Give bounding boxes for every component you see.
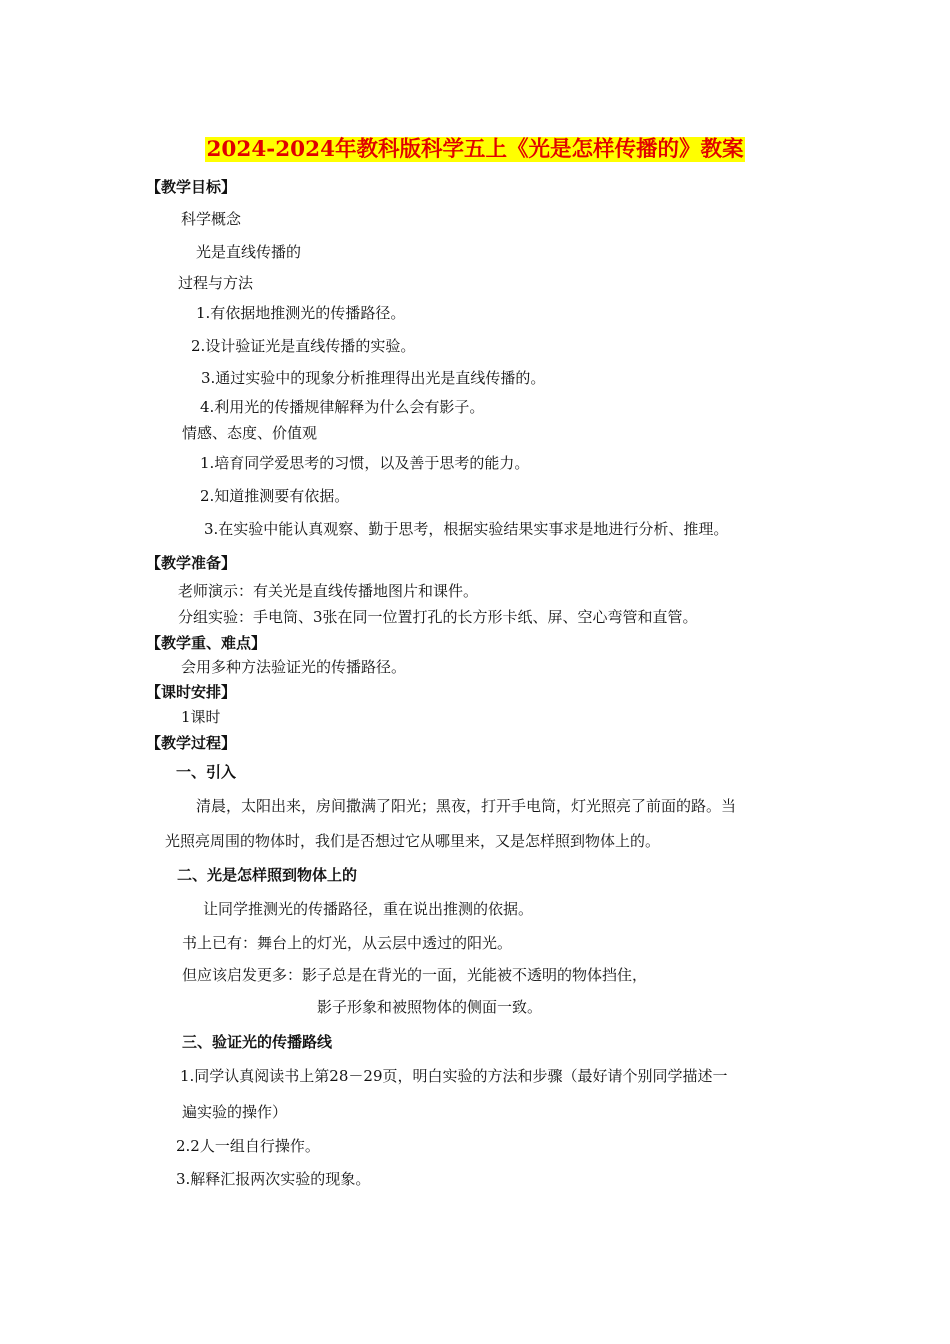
step3-line-1: 1.同学认真阅读书上第28－29页，明白实验的方法和步骤（最好请个别同学描述一 [180,1067,728,1085]
step2-line-4: 影子形象和被照物体的侧面一致。 [317,998,543,1016]
heading-class-time: 【课时安排】 [146,683,237,701]
heading-teaching-process: 【教学过程】 [146,734,237,752]
step3-line-4: 3.解释汇报两次实验的现象。 [176,1170,371,1188]
step3-line-3: 2.2人一组自行操作。 [176,1137,320,1155]
concept-text: 光是直线传播的 [196,243,302,261]
process-item-3: 3.通过实验中的现象分析推理得出光是直线传播的。 [201,369,546,387]
heading-teaching-goals: 【教学目标】 [146,178,237,196]
step2-line-3: 但应该启发更多：影子总是在背光的一面，光能被不透明的物体挡住， [182,966,648,984]
attitude-item-1: 1.培育同学爱思考的习惯，以及善于思考的能力。 [200,454,530,472]
prep-item-2: 分组实验：手电筒、3张在同一位置打孔的长方形卡纸、屏、空心弯管和直管。 [178,608,698,626]
step1-line-1: 清晨，太阳出来，房间撒满了阳光；黑夜，打开手电筒，灯光照亮了前面的路。当 [196,797,737,815]
step2-line-2: 书上已有：舞台上的灯光，从云层中透过的阳光。 [182,934,513,952]
subheading-attitude: 情感、态度、价值观 [182,424,318,442]
subheading-concept: 科学概念 [181,210,242,228]
attitude-item-3: 3.在实验中能认真观察、勤于思考，根据实验结果实事求是地进行分析、推理。 [204,520,729,538]
step2-heading: 二、光是怎样照到物体上的 [177,866,358,884]
subheading-process: 过程与方法 [178,274,254,292]
process-item-2: 2.设计验证光是直线传播的实验。 [191,337,416,355]
key-text: 会用多种方法验证光的传播路径。 [181,658,407,676]
document-title: 2024-2024年教科版科学五上《光是怎样传播的》教案 [206,137,744,162]
step1-heading: 一、引入 [176,763,237,781]
step1-line-2: 光照亮周围的物体时，我们是否想过它从哪里来，又是怎样照到物体上的。 [165,832,661,850]
step3-heading: 三、验证光的传播路线 [182,1033,333,1051]
prep-item-1: 老师演示：有关光是直线传播地图片和课件。 [178,582,479,600]
heading-key-points: 【教学重、难点】 [146,634,267,652]
attitude-item-2: 2.知道推测要有依据。 [200,487,350,505]
step2-line-1: 让同学推测光的传播路径，重在说出推测的依据。 [203,900,534,918]
process-item-4: 4.利用光的传播规律解释为什么会有影子。 [200,398,485,416]
step3-line-2: 遍实验的操作） [182,1103,288,1121]
process-item-1: 1.有依据地推测光的传播路径。 [196,304,406,322]
class-time-text: 1课时 [181,708,221,726]
heading-teaching-prep: 【教学准备】 [146,554,237,572]
